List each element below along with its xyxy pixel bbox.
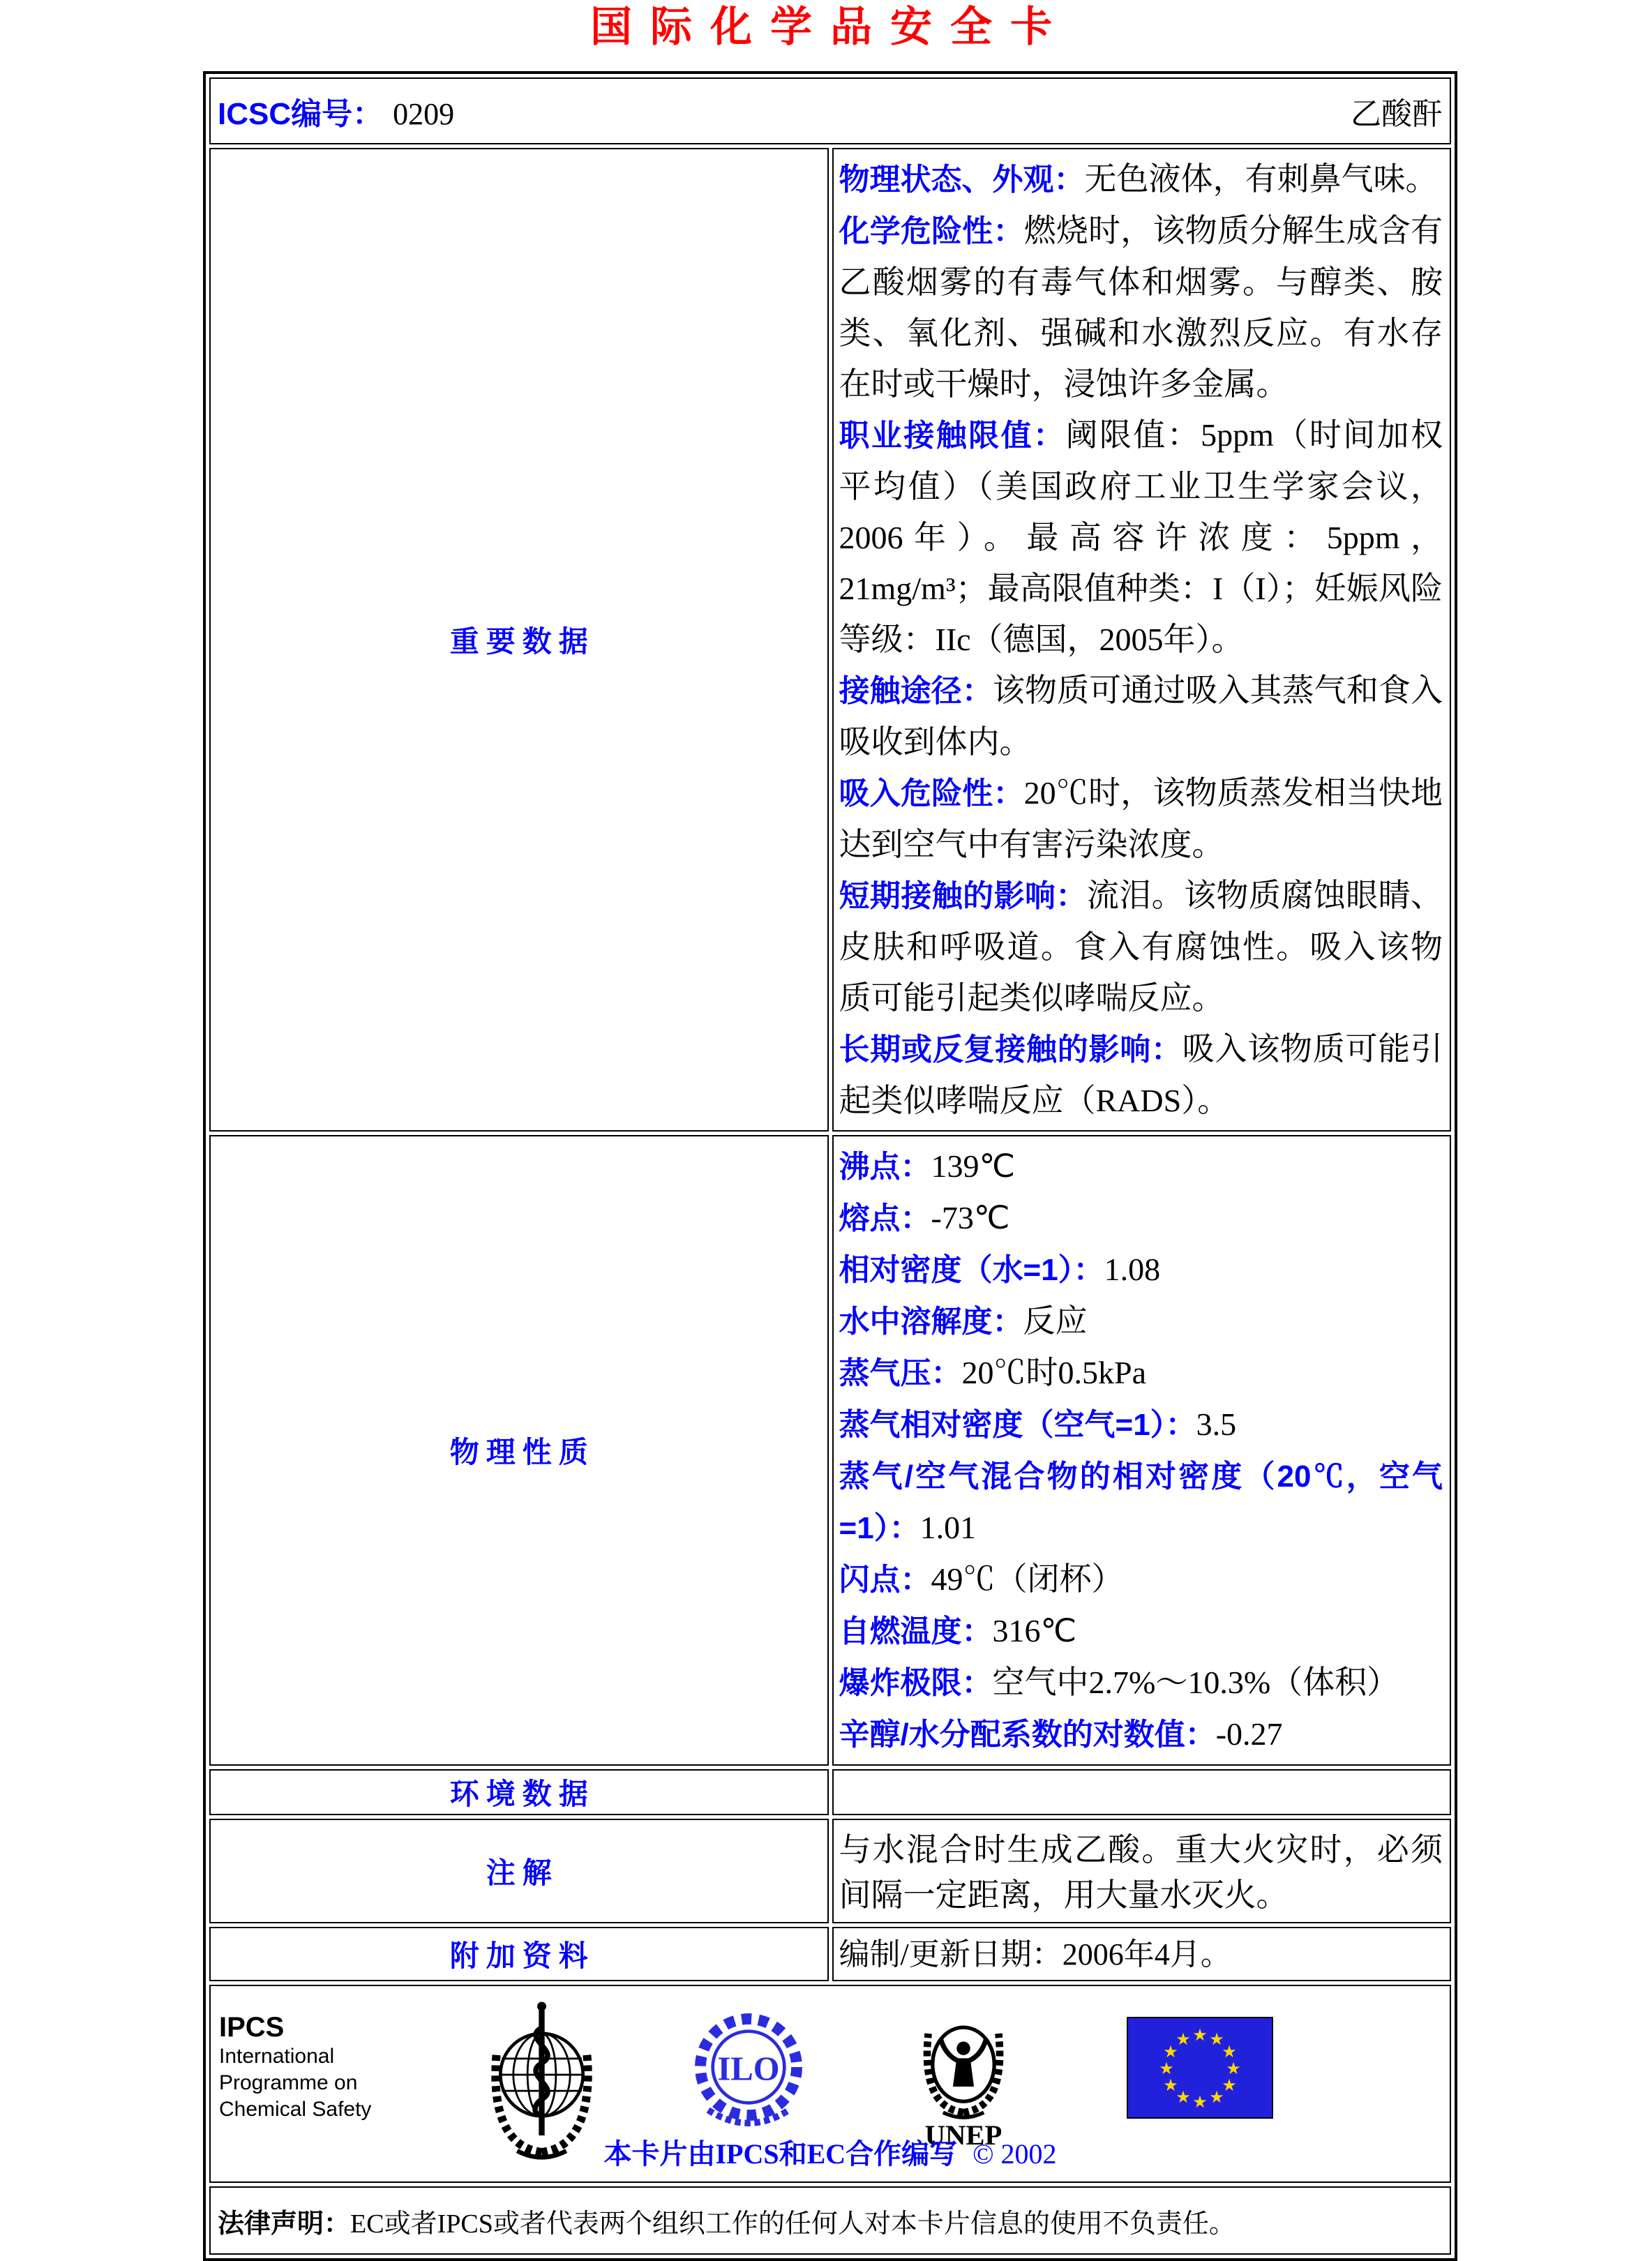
svg-text:★: ★ bbox=[1192, 2025, 1208, 2045]
item-label: 物理状态、外观： bbox=[839, 163, 1085, 197]
item-label: 化学危险性： bbox=[839, 214, 1024, 248]
item-text: 20℃时，该物质蒸发相当快地达到空气中有害污染浓度。 bbox=[839, 775, 1443, 862]
property-item bbox=[839, 1399, 1443, 1450]
property-item bbox=[839, 1708, 1443, 1760]
item-text: 无色液体，有刺鼻气味。 bbox=[1084, 161, 1438, 197]
update-date-label: 编制/更新日期： bbox=[839, 1937, 1062, 1971]
caption-text: 本卡片由IPCS和EC合作编写 bbox=[603, 2138, 958, 2170]
item-text: 吸入该物质可能引起类似哮喘反应（RADS）。 bbox=[839, 1031, 1443, 1118]
header-cell bbox=[209, 77, 1451, 144]
property-value: 139℃ bbox=[931, 1148, 1016, 1184]
row-label-important-data: 重要数据 bbox=[209, 148, 829, 1132]
property-value: -73℃ bbox=[931, 1200, 1010, 1235]
property-value: 316℃ bbox=[992, 1613, 1077, 1648]
svg-text:★: ★ bbox=[1176, 2029, 1191, 2049]
property-item bbox=[839, 1244, 1443, 1295]
data-item bbox=[839, 767, 1443, 870]
notes-row bbox=[209, 1819, 1451, 1923]
svg-text:★: ★ bbox=[1226, 2059, 1241, 2078]
property-item bbox=[839, 1192, 1443, 1244]
notes-content: 与水混合时生成乙酸。重大火灾时，必须间隔一定距离，用大量水灭火。 bbox=[832, 1819, 1452, 1923]
property-value: 20℃时0.5kPa bbox=[961, 1355, 1146, 1390]
property-label: 爆炸极限： bbox=[839, 1666, 993, 1700]
property-value: 空气中2.7%～10.3%（体积） bbox=[992, 1665, 1399, 1700]
data-item bbox=[839, 870, 1443, 1023]
data-item bbox=[839, 410, 1443, 665]
property-item bbox=[839, 1605, 1443, 1657]
property-item bbox=[839, 1347, 1443, 1399]
item-text: 燃烧时，该物质分解生成含有乙酸烟雾的有毒气体和烟雾。与醇类、胺类、氧化剂、强碱和水激烈反应。有水存在时或干燥时，浸蚀许多金属。 bbox=[839, 213, 1443, 402]
data-item bbox=[839, 665, 1443, 767]
svg-text:★: ★ bbox=[1163, 2042, 1178, 2061]
additional-info-row bbox=[209, 1927, 1451, 1981]
ipcs-block bbox=[219, 2011, 393, 2123]
property-label: 水中溶解度： bbox=[839, 1305, 1023, 1339]
row-label-physical-properties: 物理性质 bbox=[209, 1135, 829, 1766]
property-label: 沸点： bbox=[839, 1150, 931, 1184]
legal-cell bbox=[209, 2186, 1451, 2255]
environmental-data-content bbox=[832, 1769, 1452, 1815]
eu-flag-icon bbox=[1127, 2017, 1273, 2119]
property-value: 1.08 bbox=[1104, 1252, 1161, 1287]
property-item bbox=[839, 1554, 1443, 1605]
page-title: 国际化学品安全卡 bbox=[590, 3, 1070, 52]
property-value: -0.27 bbox=[1215, 1716, 1283, 1752]
legal-label: 法律声明： bbox=[218, 2209, 351, 2239]
update-date-value: 2006年4月。 bbox=[1062, 1937, 1231, 1971]
svg-text:★: ★ bbox=[1192, 2092, 1208, 2112]
svg-text:★: ★ bbox=[1209, 2029, 1224, 2049]
copyright-text: © 2002 bbox=[973, 2138, 1057, 2170]
property-label: 熔点： bbox=[839, 1201, 931, 1235]
item-text: 该物质可通过吸入其蒸气和食入吸收到体内。 bbox=[839, 673, 1443, 760]
footer-logos-cell bbox=[209, 1985, 1451, 2183]
ilo-label: ILO bbox=[717, 2050, 780, 2088]
ilo-logo-icon bbox=[690, 2004, 807, 2140]
property-value: 3.5 bbox=[1196, 1406, 1237, 1442]
item-label: 吸入危险性： bbox=[839, 776, 1024, 811]
item-label: 短期接触的影响： bbox=[839, 879, 1087, 913]
property-label: 辛醇/水分配系数的对数值： bbox=[839, 1718, 1216, 1752]
property-item bbox=[839, 1295, 1443, 1347]
item-text: 流泪。该物质腐蚀眼睛、皮肤和呼吸道。食入有腐蚀性。吸入该物质可能引起类似哮喘反应。 bbox=[839, 878, 1443, 1016]
property-label: 相对密度（水=1）： bbox=[839, 1253, 1104, 1287]
item-label: 职业接触限值： bbox=[839, 419, 1066, 453]
footer-caption bbox=[211, 2132, 1450, 2172]
item-text: 阈限值：5ppm（时间加权平均值）（美国政府工业卫生学家会议，2006年）。最高容许浓度：5ppm，21mg/m³；最高限值种类：I（I）；妊娠风险等级：IIc（德国，2005年）。 bbox=[839, 417, 1443, 657]
property-label: 蒸气压： bbox=[839, 1356, 962, 1390]
data-item bbox=[839, 1023, 1443, 1126]
svg-text:★: ★ bbox=[1209, 2087, 1224, 2107]
chemical-name: 乙酸酐 bbox=[1351, 97, 1443, 131]
data-item bbox=[839, 153, 1443, 205]
property-item bbox=[839, 1450, 1443, 1554]
data-item bbox=[839, 205, 1443, 410]
svg-text:★: ★ bbox=[1222, 2075, 1237, 2095]
icsc-card-table bbox=[203, 71, 1457, 2261]
svg-text:★: ★ bbox=[1222, 2042, 1237, 2061]
important-data-content bbox=[832, 148, 1452, 1132]
icsc-number-label: ICSC编号： bbox=[218, 97, 384, 131]
header-row bbox=[209, 77, 1451, 144]
svg-text:★: ★ bbox=[1176, 2087, 1191, 2107]
legal-text: EC或者IPCS或者代表两个组织工作的任何人对本卡片信息的使用不负责任。 bbox=[350, 2209, 1236, 2239]
row-label-environmental-data: 环境数据 bbox=[209, 1769, 829, 1815]
property-label: 闪点： bbox=[839, 1563, 931, 1597]
property-value: 1.01 bbox=[919, 1510, 977, 1545]
footer-row bbox=[209, 1985, 1451, 2183]
property-value: 反应 bbox=[1023, 1303, 1088, 1339]
row-label-additional-info: 附加资料 bbox=[209, 1927, 829, 1981]
ipcs-subtitle-line: International bbox=[219, 2045, 335, 2068]
physical-properties-row bbox=[209, 1135, 1451, 1766]
ipcs-subtitle-line: Chemical Safety bbox=[219, 2098, 372, 2121]
unep-label: UNEP bbox=[924, 2119, 1003, 2151]
svg-text:★: ★ bbox=[1163, 2075, 1178, 2095]
important-data-row bbox=[209, 148, 1451, 1132]
environmental-data-row bbox=[209, 1769, 1451, 1815]
property-label: 蒸气相对密度（空气=1）： bbox=[839, 1408, 1196, 1442]
property-item bbox=[839, 1141, 1443, 1192]
svg-text:★: ★ bbox=[1159, 2059, 1174, 2078]
ipcs-subtitle-line: Programme on bbox=[219, 2071, 358, 2094]
additional-info-content bbox=[832, 1927, 1452, 1981]
legal-row bbox=[209, 2186, 1451, 2255]
property-value: 49℃（闭杯） bbox=[931, 1561, 1124, 1597]
ipcs-acronym: IPCS bbox=[219, 2012, 285, 2043]
row-label-notes: 注解 bbox=[209, 1819, 829, 1923]
icsc-number-value: 0209 bbox=[393, 97, 455, 131]
physical-properties-content bbox=[832, 1135, 1452, 1766]
item-label: 长期或反复接触的影响： bbox=[839, 1032, 1182, 1067]
property-label: 自燃温度： bbox=[839, 1614, 993, 1648]
item-label: 接触途径： bbox=[839, 674, 993, 708]
property-item bbox=[839, 1657, 1443, 1708]
property-label: 蒸气/空气混合物的相对密度（20℃，空气=1）： bbox=[839, 1459, 1443, 1545]
